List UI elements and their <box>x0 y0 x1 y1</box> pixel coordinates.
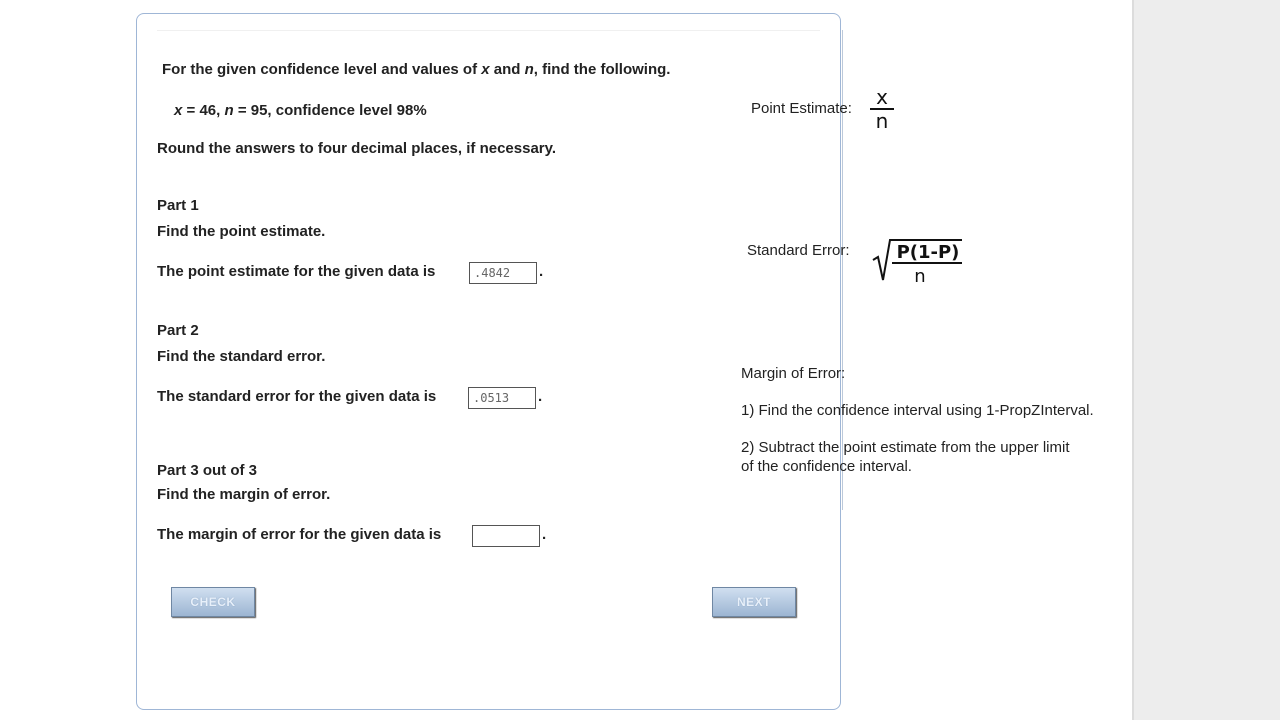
standard-error-formula <box>870 236 966 286</box>
part1-task: Find the point estimate. <box>157 223 326 240</box>
margin-of-error-input[interactable] <box>472 525 540 547</box>
part1-title: Part 1 <box>157 197 199 214</box>
margin-of-error-label: Margin of Error: <box>741 365 846 382</box>
standard-error-numerator: P(1-P) <box>896 242 960 263</box>
part3-prompt: The margin of error for the given data is <box>157 526 442 543</box>
margin-step-1: 1) Find the confidence interval using 1-PropZInterval. <box>741 402 1094 419</box>
standard-error-denominator: n <box>914 266 926 286</box>
point-estimate-input[interactable]: .4842 <box>469 262 537 284</box>
point-estimate-formula <box>866 88 898 132</box>
side-gutter <box>1132 0 1280 720</box>
instruction-line <box>162 61 670 78</box>
part1-period: . <box>539 263 544 280</box>
given-values <box>174 102 427 119</box>
part3-period: . <box>542 526 547 543</box>
var-x: x <box>481 61 490 78</box>
given-n-var: n <box>224 102 234 119</box>
standard-error-input[interactable]: .0513 <box>468 387 536 409</box>
part2-task: Find the standard error. <box>157 348 326 365</box>
part3-task: Find the margin of error. <box>157 486 331 503</box>
var-n: n <box>524 61 534 78</box>
given-x-var: x <box>174 102 183 119</box>
part2-period: . <box>538 388 543 405</box>
instruction-suffix: , find the following. <box>533 61 671 78</box>
part2-title: Part 2 <box>157 322 199 339</box>
panel-divider <box>157 30 820 31</box>
part1-prompt: The point estimate for the given data is <box>157 263 436 280</box>
instruction-prefix: For the given confidence level and values of <box>162 61 478 78</box>
part3-title: Part 3 out of 3 <box>157 462 258 479</box>
given-n-val: = 95, confidence level 98% <box>237 102 427 119</box>
and-word: and <box>493 61 521 78</box>
point-estimate-denominator: n <box>875 109 889 132</box>
check-button[interactable]: CHECK <box>171 587 255 617</box>
margin-step-2-line-2: of the confidence interval. <box>741 458 912 475</box>
given-x-val: = 46, <box>186 102 221 119</box>
rounding-instruction: Round the answers to four decimal places, if necessary. <box>157 140 557 157</box>
standard-error-label: Standard Error: <box>747 242 850 259</box>
margin-step-2-line-1: 2) Subtract the point estimate from the upper limit <box>741 439 1070 456</box>
point-estimate-label: Point Estimate: <box>751 100 852 117</box>
next-button[interactable]: NEXT <box>712 587 796 617</box>
part2-prompt: The standard error for the given data is <box>157 388 437 405</box>
point-estimate-numerator: x <box>876 88 888 109</box>
